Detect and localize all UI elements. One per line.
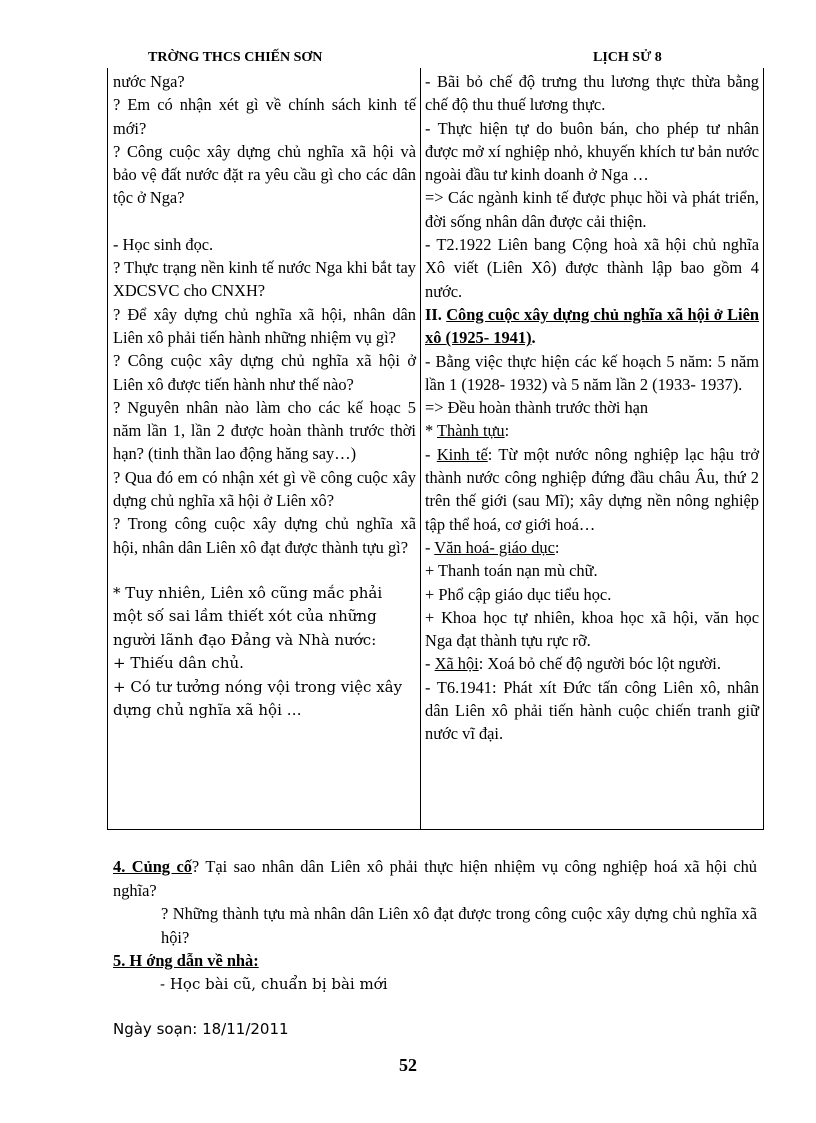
- left-text: nước Nga?: [113, 72, 185, 91]
- left-note: * Tuy nhiên, Liên xô cũng mắc phải một số sai lầm thiết xót của những người lãnh đạo Đảng và Nhà nước:: [113, 583, 383, 649]
- economy-item: - Kinh tế: Từ một nước nông nghiệp lạc hậu trở thành nước công nghiệp đứng đầu châu Âu, thứ 2 trên thế giới (sau Mĩ); xây dựng nền nông nghiệp tập thể hoá, cơ giới hoá…: [425, 444, 759, 534]
- consolidation-label: 4. Củng cố: [113, 857, 192, 876]
- teacher-questions-column: [113, 70, 416, 723]
- culture-item: + Phổ cập giáo dục tiểu học.: [425, 584, 612, 604]
- left-text: ? Trong công cuộc xây dựng chủ nghĩa xã hội, nhân dân Liên xô đạt được thành tựu gì?: [113, 514, 416, 557]
- culture-item: + Khoa học tự nhiên, khoa học xã hội, văn học Nga đạt thành tựu rực rỡ.: [425, 607, 759, 651]
- subject-name: LỊCH SỬ 8: [593, 50, 662, 65]
- consolidation-section: [113, 855, 757, 973]
- right-text: - Bãi bỏ chế độ trưng thu lương thực thừa bằng chế độ thu thuế lương thực.: [425, 72, 759, 115]
- consolidation-q1: ? Tại sao nhân dân Liên xô phải thực hiện nhiệm vụ công nghiệp hoá xã hội chủ nghĩa?: [113, 857, 757, 900]
- page-number: 52: [399, 1055, 417, 1075]
- guidance-item: - Học bài cũ, chuẩn bị bài mới: [160, 975, 388, 993]
- left-text: ? Công cuộc xây dựng chủ nghĩa xã hội ở Liên xô được tiến hành như thế nào?: [113, 351, 416, 394]
- right-text: - Bằng việc thực hiện các kế hoạch 5 năm: 5 năm lần 1 (1928- 1932) và 5 năm lần 2 (1933- 1937).: [425, 351, 759, 394]
- right-text: - Thực hiện tự do buôn bán, cho phép tư nhân được mở xí nghiệp nhỏ, khuyến khích tư bản nước ngoài đầu tư kinh doanh ở Nga …: [425, 118, 759, 185]
- left-text: ? Để xây dựng chủ nghĩa xã hội, nhân dân Liên xô phải tiến hành những nhiệm vụ gì?: [113, 304, 416, 347]
- left-note: + Thiếu dân chủ.: [113, 654, 244, 673]
- left-text: ? Qua đó em có nhận xét gì về công cuộc xây dựng chủ nghĩa xã hội ở Liên xô?: [113, 467, 416, 511]
- left-text: ? Em có nhận xét gì về chính sách kinh tế mới?: [113, 95, 416, 138]
- lesson-table: [107, 68, 764, 830]
- left-note: + Có tư tưởng nóng vội trong việc xây dựng chủ nghĩa xã hội …: [113, 677, 403, 720]
- left-text: ? Công cuộc xây dựng chủ nghĩa xã hội và bảo vệ đất nước đặt ra yêu cầu gì cho các dân tộc ở Nga?: [113, 141, 416, 208]
- right-text: => Đều hoàn thành trước thời hạn: [425, 398, 649, 418]
- page-header: [108, 50, 764, 68]
- achievements-heading: * Thành tựu:: [425, 421, 510, 441]
- society-item: - Xã hội: Xoá bỏ chế độ người bóc lột người.: [425, 654, 721, 674]
- culture-item: + Thanh toán nạn mù chữ.: [425, 561, 598, 581]
- school-name: TRỜNG THCS CHIẾN SƠN: [148, 50, 323, 65]
- date-line: Ngày soạn: 18/11/2011: [113, 1020, 289, 1038]
- section-heading: II. Công cuộc xây dựng chủ nghĩa xã hội ở Liên xô (1925- 1941).: [425, 304, 760, 348]
- right-text: => Các ngành kinh tế được phục hồi và phát triển, đời sống nhân dân được cải thiện.: [425, 188, 759, 231]
- left-text: - Học sinh đọc.: [113, 234, 214, 254]
- culture-heading: - Văn hoá- giáo dục:: [425, 537, 560, 557]
- content-column: [425, 70, 759, 746]
- consolidation-q2: ? Những thành tựu mà nhân dân Liên xô đạt được trong công cuộc xây dựng chủ nghĩa xã hội?: [161, 904, 757, 947]
- left-text: ? Nguyên nhân nào làm cho các kế hoạc 5 năm lần 1, lần 2 được hoàn thành trước thời hạn? (tinh thần lao động hăng say…): [113, 397, 416, 464]
- left-text: ? Thực trạng nền kinh tế nước Nga khi bắt tay XDCSVC cho CNXH?: [113, 258, 416, 301]
- right-text: - T2.1922 Liên bang Cộng hoà xã hội chủ nghĩa Xô viết (Liên Xô) được thành lập bao gồm 4 nước.: [425, 235, 759, 301]
- right-text: - T6.1941: Phát xít Đức tấn công Liên xô, nhân dân Liên xô phải tiến hành cuộc chiến tranh giữ nước vĩ đại.: [425, 677, 759, 744]
- guidance-label: 5. H ớng dẫn về nhà:: [113, 951, 259, 970]
